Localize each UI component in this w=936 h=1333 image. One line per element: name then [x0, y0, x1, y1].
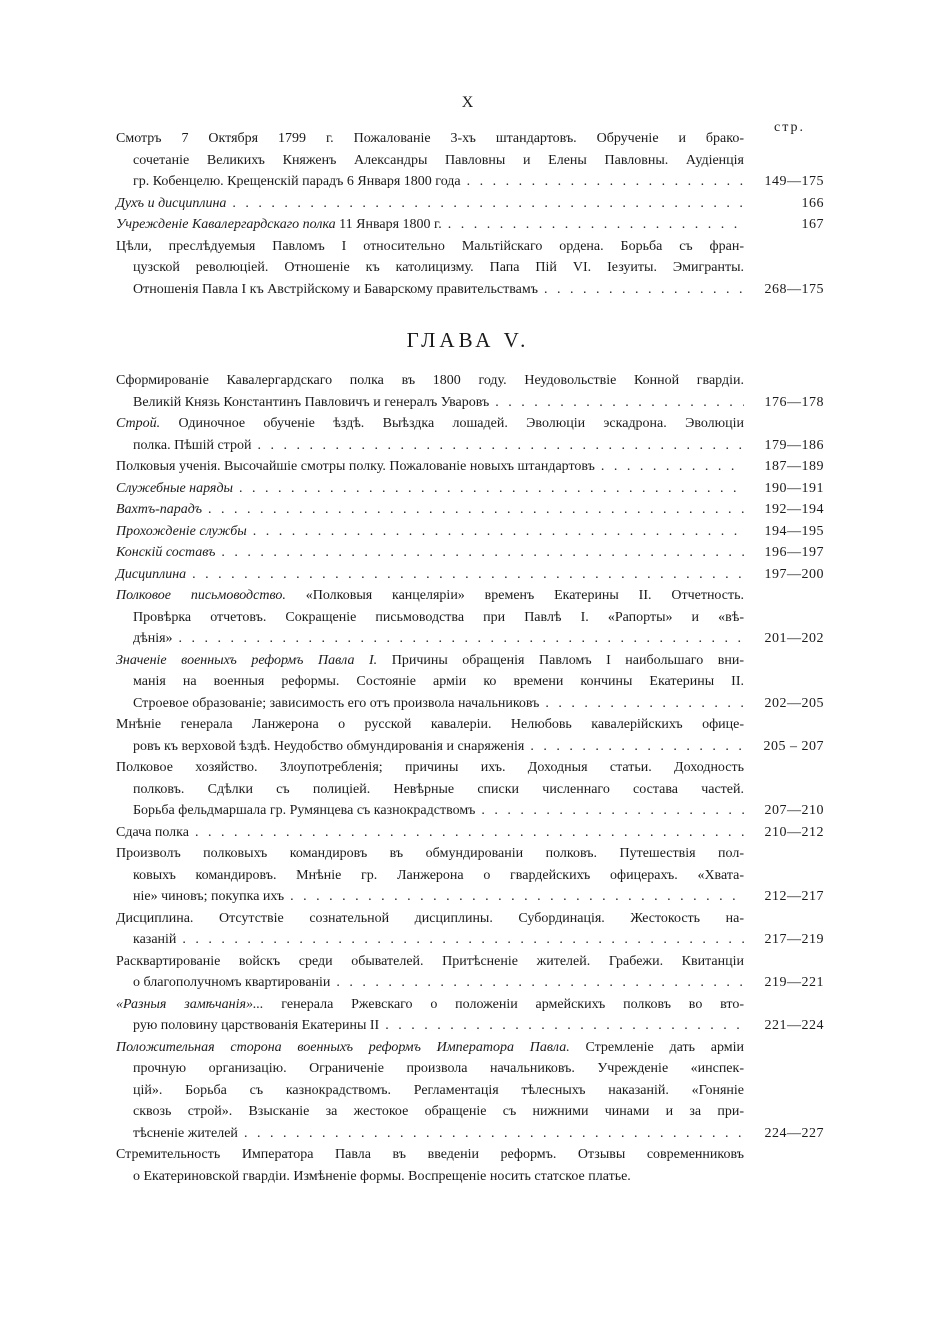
toc-entry-line [116, 214, 824, 236]
entry-italic-lead: Строй. [116, 416, 161, 431]
entry-text [133, 972, 330, 994]
entry-text [133, 628, 173, 650]
toc-entry [116, 499, 824, 521]
toc-entry-line [116, 1037, 824, 1059]
page-range: 205 – 207 [763, 738, 824, 754]
entry-text-span: Дисциплина. Отсутствіе сознательной дисциплины. Субординація. Жестокость на- [116, 910, 744, 926]
toc-entry [116, 843, 824, 908]
entry-text-span: ніе» чиновъ; покупка ихъ [133, 889, 285, 904]
entry-text [133, 886, 284, 908]
dot-leader [176, 929, 744, 951]
toc-entry-line [116, 150, 824, 172]
entry-text [116, 193, 226, 215]
page-range: 194—195 [764, 523, 824, 539]
page-range: 268—175 [764, 281, 824, 297]
page-range: 166 [801, 195, 824, 211]
entry-text-span: рую половину царствованія Екатерины II [133, 1018, 380, 1033]
toc-entry [116, 757, 824, 822]
toc-entry [116, 1144, 824, 1187]
dot-leader [226, 193, 744, 215]
dot-leader [215, 542, 744, 564]
toc-section-chapter-iv [116, 128, 824, 300]
entry-text-span: Полковое хозяйство. Злоупотребленія; причины ихъ. Доходныя статьи. Доходность [116, 760, 744, 775]
entry-text [116, 478, 233, 500]
entry-text-span: Мнѣніе генерала Ланжерона о русской кавалеріи. Нелюбовь кавалерійскихъ офице- [116, 717, 744, 732]
entry-text [133, 1015, 379, 1037]
dot-leader [442, 214, 744, 236]
entry-text-span: Смотръ 7 Октября 1799 г. Пожалованіе 3-хъ штандартовъ. Обрученіе и брако- [116, 131, 744, 146]
entry-text-span: тѣсненіе жителей [133, 1125, 238, 1141]
entry-text [133, 392, 489, 414]
entry-text [133, 435, 251, 457]
entry-text-span: Цѣли, преслѣдуемыя Павломъ I относительно Мальтійскаго ордена. Борьба съ фран- [116, 238, 744, 254]
toc-entry-line [116, 1123, 824, 1145]
toc-entry-line [116, 521, 824, 543]
page-range: 197—200 [764, 566, 824, 582]
toc-entry-line [116, 671, 824, 693]
toc-entry [116, 370, 824, 413]
entry-text-span: Одиночное обученіе ѣздѣ. Выѣздка лошадей. Эволюціи эскадрона. Эволюціи [178, 416, 744, 431]
page-range: 196—197 [764, 545, 824, 560]
entry-text-span: Служебные наряды [116, 480, 234, 496]
page-range: 192—194 [764, 502, 824, 517]
toc-entry [116, 1037, 824, 1145]
entry-text-span: ровъ къ верховой ѣздѣ. Неудобство обмундированія и снаряженія [133, 738, 525, 754]
toc-entry-line [116, 714, 824, 736]
entry-text-span: казаній [133, 932, 177, 947]
page-range: 217—219 [764, 932, 824, 947]
toc-entry-line [116, 392, 824, 414]
entry-text [116, 214, 442, 236]
entry-text-span: Расквартированіе войскъ среди обывателей. Притѣсненіе жителей. Грабежи. Квитанціи [116, 953, 744, 969]
entry-italic-lead: Значеніе военныхъ реформъ Павла I. [116, 652, 378, 668]
toc-entry-line [116, 1101, 824, 1123]
entry-text-span: полка. Пѣшій строй [133, 437, 252, 453]
page-range: 179—186 [764, 437, 824, 453]
toc-entry-line [116, 370, 824, 392]
dot-leader [539, 693, 744, 715]
dot-leader [489, 392, 744, 414]
entry-text [133, 929, 176, 951]
entry-text-span: Учрежденіе Кавалергардскаго полка [116, 217, 336, 232]
page-range: 201—202 [764, 631, 824, 646]
toc-entry-line [116, 736, 824, 758]
entry-text-span: Строевое образованіе; зависимость его отъ произвола начальниковъ [133, 695, 540, 711]
dot-leader [202, 499, 744, 521]
toc-entry-line [116, 1166, 824, 1188]
page-number: X [461, 94, 475, 111]
page-range: 202—205 [764, 695, 824, 711]
entry-text [116, 564, 186, 586]
entry-text-span: Причины обращенія Павломъ I наибольшаго вни- [391, 652, 744, 668]
toc-section-chapter-v [116, 370, 824, 1187]
entry-text-span: Сдача полка [116, 824, 189, 840]
toc-entry-line [116, 628, 824, 650]
entry-text-span: Стремленіе дать арміи [585, 1039, 744, 1055]
entry-text [116, 542, 215, 564]
entry-text-span: прочную организацію. Ограниченіе произвола начальниковъ. Учрежденіе «инспек- [133, 1061, 744, 1076]
dot-leader [461, 171, 744, 193]
entry-text-span: Борьба фельдмаршала гр. Румянцева съ казнокрадствомъ [133, 803, 476, 818]
toc-entry-line [116, 193, 824, 215]
toc-entry [116, 951, 824, 994]
toc-entry-line [116, 951, 824, 973]
toc-entry [116, 714, 824, 757]
toc-entry-line [116, 257, 824, 279]
page-range: 210—212 [764, 824, 824, 840]
toc-entry-line [116, 456, 824, 478]
dot-leader [538, 279, 744, 301]
toc-entry-line [116, 779, 824, 801]
page-range: 212—217 [764, 889, 824, 904]
toc-entry [116, 822, 824, 844]
toc-entry-line [116, 564, 824, 586]
toc-entry-line [116, 435, 824, 457]
toc-entry-line [116, 478, 824, 500]
entry-text-span: Духъ и дисциплина [116, 195, 227, 211]
toc-entry-line [116, 585, 824, 607]
toc-entry-line [116, 607, 824, 629]
entry-text [133, 736, 524, 758]
entry-text-span: ковыхъ командировъ. Мнѣніе гр. Ланжерона о гвардейскихъ офицерахъ. «Хвата- [133, 867, 744, 883]
dot-leader [595, 456, 744, 478]
toc-entry [116, 564, 824, 586]
toc-entry [116, 585, 824, 650]
toc-entry-line [116, 972, 824, 994]
toc-entry-line [116, 886, 824, 908]
entry-tail: 11 Января 1800 г. [335, 217, 442, 232]
page-range: 224—227 [764, 1125, 824, 1141]
toc-entry-line [116, 236, 824, 258]
toc-entry-line [116, 1080, 824, 1102]
entry-text-span: «Полковыя канцеляріи» временъ Екатерины II. Отчетность. [305, 588, 744, 603]
toc-entry-line [116, 757, 824, 779]
page-range: 149—175 [764, 174, 824, 189]
toc-entry-line [116, 1144, 824, 1166]
entry-text-span: Провѣрка отчетовъ. Сокращеніе письмоводства при Павлѣ I. «Рапорты» и «вѣ- [133, 609, 744, 625]
entry-text [133, 279, 538, 301]
toc-entry-line [116, 994, 824, 1016]
dot-leader [330, 972, 744, 994]
toc-entry [116, 236, 824, 301]
toc-entry [116, 994, 824, 1037]
entry-text-span: сочетаніе Великихъ Княженъ Александры Павловны и Елены Павловны. Аудіенція [133, 152, 744, 168]
toc-entry-line [116, 499, 824, 521]
toc-entry [116, 650, 824, 715]
entry-italic-lead: Полковое письмоводство. [116, 588, 286, 603]
dot-leader [173, 628, 744, 650]
toc-entry-line [116, 1015, 824, 1037]
entry-text-span: цузской революціей. Отношеніе къ католицизму. Папа Пій VI. Іезуиты. Эмигранты. [133, 260, 744, 275]
toc-entry-line [116, 822, 824, 844]
dot-leader [379, 1015, 744, 1037]
entry-text-span: Сформированіе Кавалергардскаго полка въ 1800 году. Неудовольствіе Конной гвардіи. [116, 373, 744, 388]
entry-text [133, 693, 539, 715]
page-range: 187—189 [764, 459, 824, 474]
dot-leader [186, 564, 744, 586]
page-range: 219—221 [764, 975, 824, 990]
dot-leader [524, 736, 744, 758]
toc-entry-line [116, 413, 824, 435]
entry-text [116, 456, 595, 478]
toc-entry-line [116, 128, 824, 150]
entry-text-span: полковъ. Сдѣлки съ полиціей. Невѣрные списки численнаго состава частей. [133, 781, 744, 797]
toc-entry [116, 413, 824, 456]
entry-text-span: о Екатериновской гвардіи. Измѣненіе формы. Воспрещеніе носить статское платье. [133, 1168, 631, 1184]
entry-text-span: Великій Князь Константинъ Павловичъ и генералъ Уваровъ [133, 394, 490, 410]
toc-entry-line [116, 279, 824, 301]
dot-leader [233, 478, 744, 500]
entry-text [133, 1123, 238, 1145]
dot-leader [284, 886, 744, 908]
dot-leader [189, 822, 744, 844]
entry-text-span: Вахтъ-парадъ [116, 502, 202, 517]
entry-text [116, 499, 202, 521]
toc-entry [116, 478, 824, 500]
dot-leader [247, 521, 744, 543]
toc-entry-line [116, 693, 824, 715]
toc-entry-line [116, 1058, 824, 1080]
entry-text-span: Прохожденіе службы [116, 523, 247, 539]
dot-leader [475, 800, 744, 822]
page-range: 207—210 [764, 803, 824, 818]
toc-entry [116, 908, 824, 951]
entry-text-span: манія на военныя реформы. Состояніе арміи ко времени кончины Екатерины II. [133, 674, 744, 689]
entry-text [133, 800, 475, 822]
entry-text [116, 521, 247, 543]
entry-text-span: Отношенія Павла I къ Австрійскому и Баварскому правительствамъ [133, 281, 538, 297]
entry-text-span: гр. Кобенцелю. Крещенскій парадъ 6 Января 1800 года [133, 174, 461, 189]
toc-entry-line [116, 929, 824, 951]
entry-text-span: сквозь строй». Взысканіе за жестокое обращеніе съ нижними чинами и за при- [133, 1104, 744, 1119]
page-range: 221—224 [764, 1018, 824, 1033]
entry-text-span: Дисциплина [116, 566, 187, 582]
page-range: 190—191 [764, 480, 824, 496]
entry-text [116, 822, 189, 844]
toc-entry [116, 193, 824, 215]
page-range: 176—178 [764, 394, 824, 410]
page-range: 167 [801, 217, 824, 232]
entry-text-span: Конскій составъ [116, 545, 216, 560]
entry-text-span: генерала Ржевскаго о положеніи армейскихъ полковъ во вто- [281, 996, 744, 1012]
entry-text-span: Стремительность Императора Павла въ введеніи реформъ. Отзывы современниковъ [116, 1147, 744, 1162]
toc-entry-line [116, 908, 824, 930]
entry-text-span: о благополучномъ квартированіи [133, 975, 331, 990]
entry-text [133, 171, 461, 193]
dot-leader [251, 435, 744, 457]
pages-column-label: стр. [774, 120, 806, 135]
toc-entry [116, 521, 824, 543]
entry-italic-lead: «Разныя замѣчанія»... [116, 996, 264, 1012]
toc-entry [116, 128, 824, 193]
toc-entry-line [116, 171, 824, 193]
toc-entry [116, 456, 824, 478]
toc-entry-line [116, 650, 824, 672]
toc-entry [116, 542, 824, 564]
entry-text-span: Произволъ полковыхъ командировъ въ обмундированіи полковъ. Путешествія пол- [116, 846, 744, 861]
entry-text-span: цій». Борьба съ казнокрадствомъ. Регламентація тѣлесныхъ наказаній. «Гоняніе [133, 1082, 744, 1098]
entry-text-span: Полковыя ученія. Высочайшіе смотры полку. Пожалованіе новыхъ штандартовъ [116, 459, 595, 474]
dot-leader [238, 1123, 744, 1145]
toc-entry-line [116, 800, 824, 822]
chapter-heading: ГЛАВА V. [406, 328, 530, 352]
entry-italic-lead: Положительная сторона военныхъ реформъ Императора Павла. [116, 1039, 570, 1055]
toc-entry-line [116, 865, 824, 887]
entry-text-span: дѣнія» [133, 631, 173, 646]
toc-entry [116, 214, 824, 236]
toc-entry-line [116, 542, 824, 564]
toc-entry-line [116, 843, 824, 865]
